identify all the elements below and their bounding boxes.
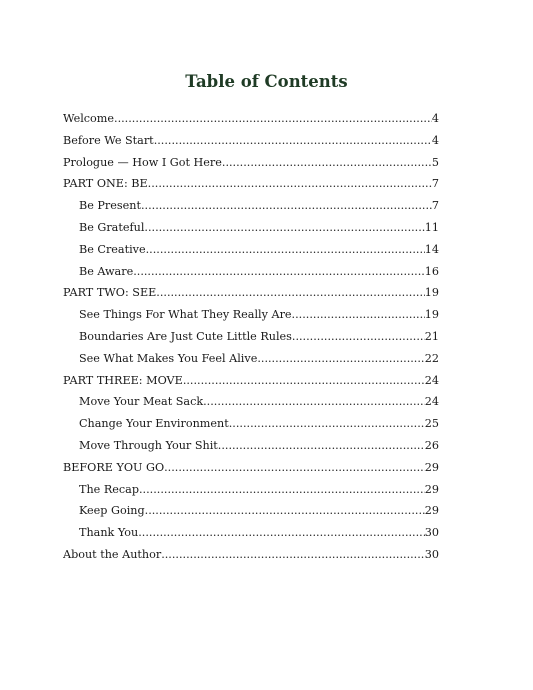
- toc-dot-leader: [156, 282, 424, 304]
- toc-entry[interactable]: [63, 500, 439, 522]
- toc-entry-label: About the Author: [63, 547, 162, 561]
- toc-entry-page-number: 14: [424, 242, 439, 256]
- toc-entry-label: Be Grateful: [79, 220, 145, 234]
- toc-entry-label: See Things For What They Really Are: [79, 308, 292, 322]
- toc-entry[interactable]: [63, 195, 439, 217]
- toc-entry-page-number: 4: [431, 133, 439, 147]
- toc-entry-page-number: 30: [424, 547, 439, 561]
- toc-entry-label: PART TWO: SEE: [63, 286, 157, 300]
- toc-entry-label: Welcome: [63, 112, 115, 125]
- toc-entry-label: Move Through Your Shit: [79, 438, 218, 452]
- toc-entry-label: Prologue — How I Got Here: [63, 155, 222, 169]
- toc-entry[interactable]: [63, 326, 439, 348]
- toc-entry-page-number: 5: [431, 155, 439, 169]
- toc-entry[interactable]: [63, 457, 439, 479]
- toc-dot-leader: [203, 391, 425, 413]
- toc-dot-leader: [292, 326, 425, 348]
- toc-entry[interactable]: [63, 152, 439, 174]
- toc-entry[interactable]: [63, 544, 439, 566]
- toc-dot-leader: [114, 108, 432, 130]
- toc-entry[interactable]: [63, 217, 439, 239]
- toc-entry-page-number: 16: [424, 264, 439, 278]
- toc-entry[interactable]: [63, 348, 439, 370]
- toc-entry[interactable]: [63, 522, 439, 544]
- toc-entry-label: Boundaries Are Just Cute Little Rules: [79, 329, 292, 343]
- toc-dot-leader: [218, 435, 425, 457]
- toc-entry-label: Thank You: [79, 526, 139, 540]
- toc-entry[interactable]: [63, 413, 439, 435]
- toc-entry[interactable]: [63, 173, 439, 195]
- toc-entry-page-number: 29: [424, 460, 439, 474]
- toc-dot-leader: [222, 152, 432, 174]
- toc-entry-label: The Recap: [79, 482, 139, 496]
- toc-entry[interactable]: [63, 391, 439, 413]
- toc-dot-leader: [133, 261, 425, 283]
- toc-entry-label: Be Creative: [79, 242, 146, 256]
- toc-dot-leader: [229, 413, 425, 435]
- toc-entry-page-number: 24: [424, 395, 439, 409]
- toc-entry-label: Keep Going: [79, 504, 145, 518]
- toc-dot-leader: [138, 522, 425, 544]
- toc-dot-leader: [148, 173, 432, 195]
- toc-entry-page-number: 4: [431, 112, 439, 125]
- toc-dot-leader: [145, 500, 425, 522]
- toc-entry-page-number: 22: [424, 351, 439, 365]
- toc-entry-label: Change Your Environment: [79, 417, 229, 431]
- toc-entry-page-number: 11: [424, 220, 439, 234]
- toc-entry[interactable]: [63, 370, 439, 392]
- toc-dot-leader: [141, 195, 432, 217]
- toc-dot-leader: [164, 457, 425, 479]
- toc-dot-leader: [146, 239, 425, 261]
- toc-entry[interactable]: [63, 130, 439, 152]
- toc-entry[interactable]: [63, 304, 439, 326]
- toc-entry-label: See What Makes You Feel Alive: [79, 351, 258, 365]
- toc-entry-page-number: 25: [424, 417, 439, 431]
- toc-entry[interactable]: [63, 239, 439, 261]
- page-title: Table of Contents: [185, 72, 348, 91]
- toc-entry-page-number: 19: [424, 286, 439, 300]
- toc-dot-leader: [257, 348, 424, 370]
- toc-entry[interactable]: [63, 435, 439, 457]
- toc-entry[interactable]: [63, 261, 439, 283]
- toc-entry-label: Be Present: [79, 199, 141, 213]
- toc-list: [63, 108, 439, 566]
- toc-dot-leader: [292, 304, 425, 326]
- toc-entry-label: PART ONE: BE: [63, 177, 148, 191]
- toc-entry-page-number: 26: [424, 438, 439, 452]
- toc-entry-page-number: 7: [431, 177, 439, 191]
- toc-entry-page-number: 19: [424, 308, 439, 322]
- toc-dot-leader: [144, 217, 424, 239]
- toc-entry[interactable]: [63, 479, 439, 501]
- toc-entry-page-number: 29: [424, 504, 439, 518]
- toc-entry-page-number: 24: [424, 373, 439, 387]
- toc-dot-leader: [139, 479, 425, 501]
- toc-entry[interactable]: [63, 108, 439, 130]
- toc-dot-leader: [183, 370, 425, 392]
- toc-dot-leader: [161, 544, 425, 566]
- toc-entry-label: PART THREE: MOVE: [63, 373, 183, 387]
- toc-entry[interactable]: [63, 282, 439, 304]
- toc-entry-page-number: 29: [424, 482, 439, 496]
- toc-entry-label: Before We Start: [63, 133, 154, 147]
- toc-dot-leader: [154, 130, 432, 152]
- toc-entry-label: BEFORE YOU GO: [63, 460, 165, 474]
- toc-entry-label: Move Your Meat Sack: [79, 395, 204, 409]
- toc-entry-page-number: 7: [431, 199, 439, 213]
- toc-entry-page-number: 21: [424, 329, 439, 343]
- toc-entry-page-number: 30: [424, 526, 439, 540]
- toc-entry-label: Be Aware: [79, 264, 134, 278]
